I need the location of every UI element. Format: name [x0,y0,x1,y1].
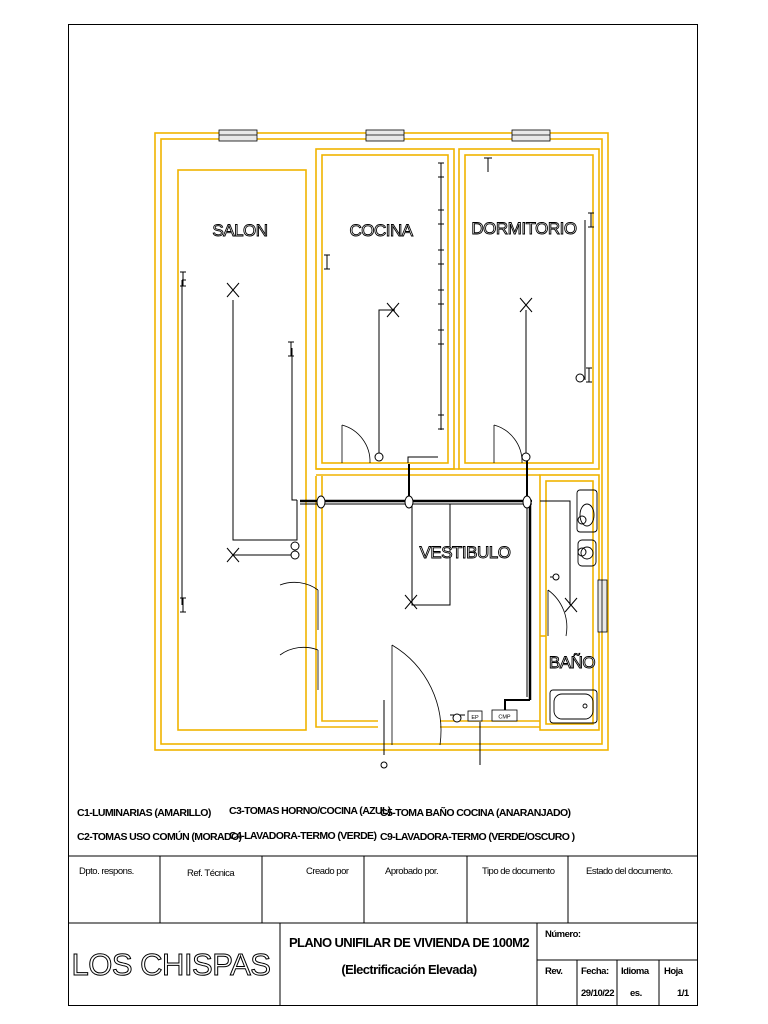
legend-c5: C5-TOMA BAÑO COCINA (ANARANJADO) [380,807,571,819]
legend-c2: C2-TOMAS USO COMÚN (MORADO) [77,831,242,843]
tb-aprobado: Aprobado por. [385,866,439,877]
plan-title: PLANO UNIFILAR DE VIVIENDA DE 100M2 [288,935,530,950]
legend-c3: C3-TOMAS HORNO/COCINA (AZUL) [229,805,391,817]
tb-idioma-value: es. [630,988,642,999]
light-fixtures [227,283,577,612]
tb-fecha-label: Fecha: [581,966,609,977]
room-label-cocina: COCINA [349,221,413,240]
doors [280,425,567,745]
wiring [182,165,585,765]
plan-subtitle: (Electrificación Elevada) [341,962,477,977]
company-logo: LOS CHISPAS [71,947,271,982]
tb-tipo: Tipo de documento [482,866,555,877]
tb-numero: Número: [545,929,581,940]
room-label-bano: BAÑO [548,653,596,672]
tb-hoja-label: Hoja [664,966,683,977]
tb-ref: Ref. Técnica [187,868,235,879]
tb-fecha-value: 29/10/22 [581,988,614,999]
legend-c1: C1-LUMINARIAS (AMARILLO) [77,807,211,819]
legend-c4: C4-LAVADORA-TERMO (VERDE) [229,830,377,842]
bathroom-fixtures [550,490,597,723]
tb-rev: Rev. [545,966,563,977]
tb-hoja-value: 1/1 [677,988,689,999]
ep-label: EP [471,715,479,721]
circuit-legend [77,805,575,843]
title-block [68,856,698,1006]
tb-estado: Estado del documento. [586,866,673,877]
tb-dpto: Dpto. respons. [79,866,134,877]
room-label-dormitorio: DORMITORIO [471,219,577,238]
legend-c9: C9-LAVADORA-TERMO (VERDE/OSCURO ) [380,831,575,843]
room-label-salon: SALON [212,221,268,240]
cmp-label: CMP [498,714,511,721]
windows [219,130,607,632]
tb-creado: Creado por [306,866,349,877]
tb-idioma-label: Idioma [621,966,649,977]
panel-boxes [468,710,517,721]
room-label-vestibulo: VESTIBULO [419,543,511,562]
